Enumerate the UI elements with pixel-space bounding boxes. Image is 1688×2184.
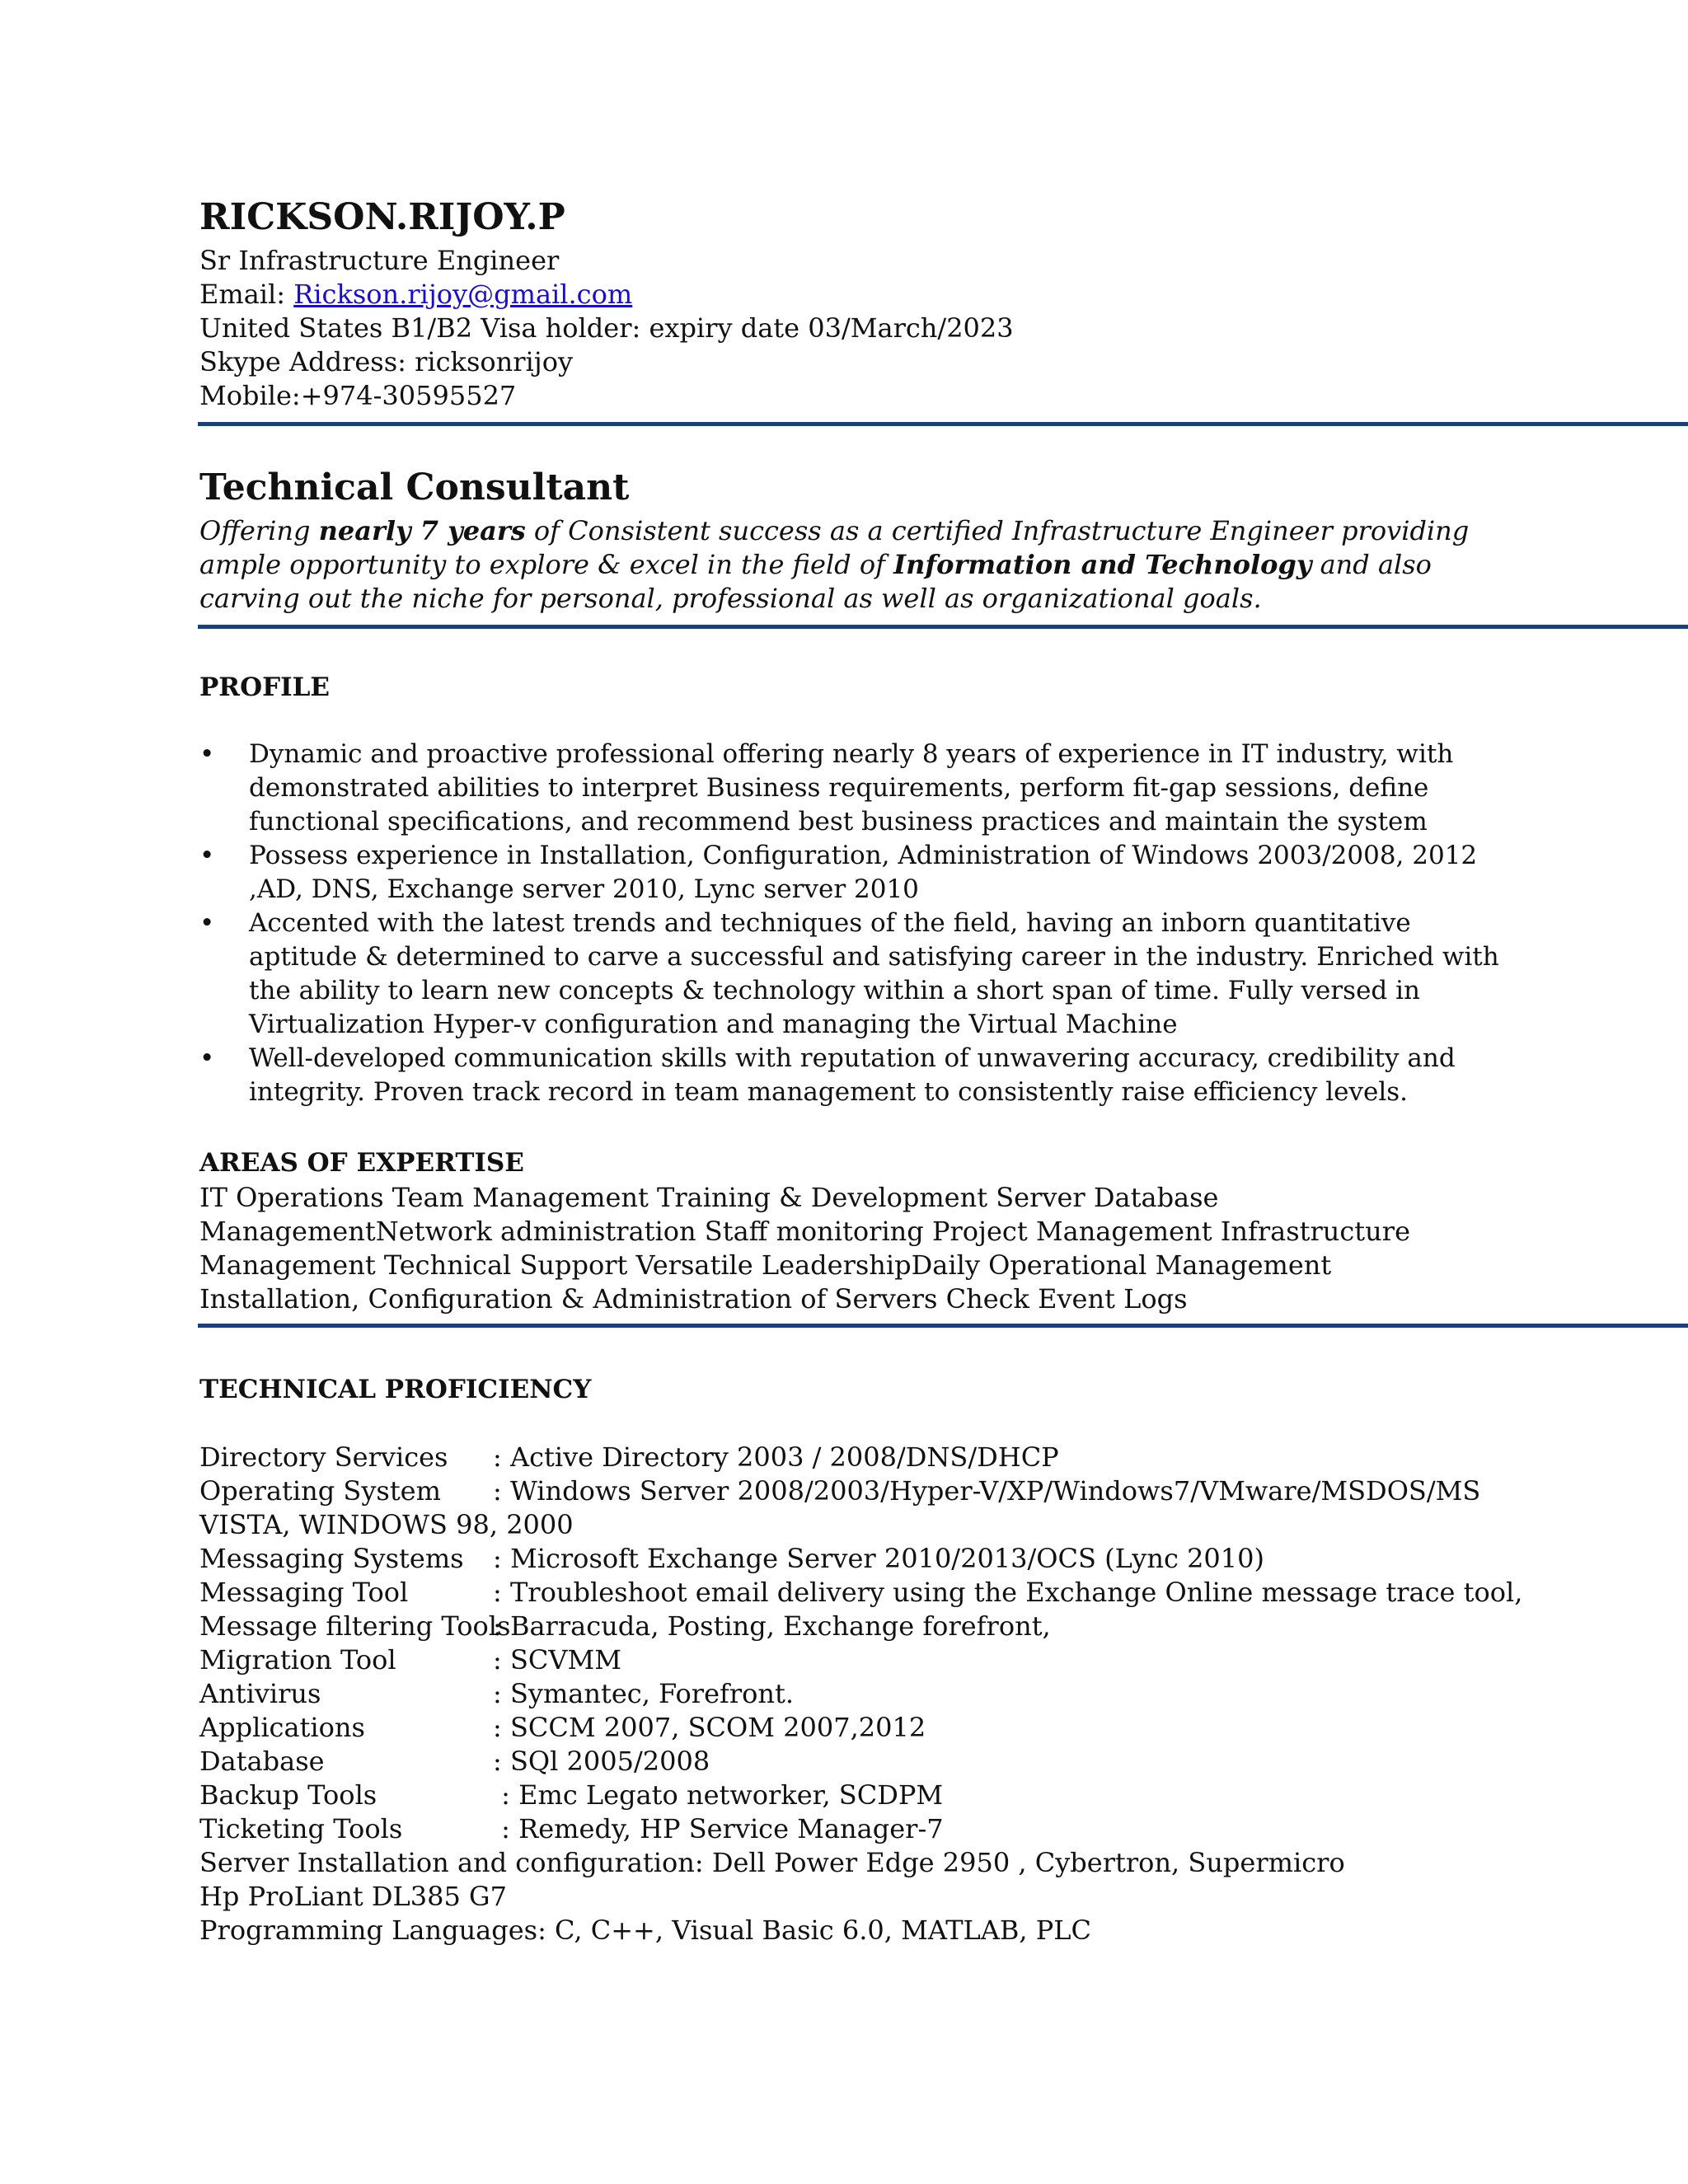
visa-line: United States B1/B2 Visa holder: expiry date 03/March/2023 [199,312,1014,344]
list-item [199,738,1518,839]
tp-value: : Windows Server 2008/2003/Hyper-V/XP/Windows7/VMware/MSDOS/MS [493,1475,1481,1507]
tp-label: Backup Tools [199,1779,377,1811]
section-divider [198,625,1688,629]
expertise-text: IT Operations Team Management Training & Development Server Database ManagementNetwork administration Staff monitoring Project Management Infrastructure Management Technical Support Versatile LeadershipDaily Operational Management Installation, Configuration & Administration of Servers Check Event Logs [199,1182,1410,1315]
tp-value: : Active Directory 2003 / 2008/DNS/DHCP [493,1441,1059,1473]
tp-label: Database [199,1746,325,1777]
expertise-heading: AREAS OF EXPERTISE [199,1148,524,1178]
summary-bold-years: nearly 7 years [318,515,526,546]
bullet-icon: • [199,908,215,938]
section-divider [198,1324,1688,1328]
profile-item-text: Dynamic and proactive professional offering nearly 8 years of experience in IT industry, with demonstrated abilities to interpret Business requirements, perform fit-gap sessions, define functional specifications, and recommend best business practices and maintain the system [249,739,1454,837]
email-label: Email: [199,279,294,310]
candidate-name: RICKSON.RIJOY.P [199,196,565,238]
tp-label: Applications [199,1712,365,1743]
tp-value: : Barracuda, Posting, Exchange forefront, [493,1610,1051,1642]
summary-text-3: and also carving out the niche for personal, professional as well as organizational goals. [199,549,1432,614]
summary-text-2: of Consistent success as a certified Infrastructure Engineer providing ample opportunity to explore & excel in the field of [199,515,1470,580]
list-item [199,839,1518,907]
table-row [199,1711,926,1745]
email-line [199,278,632,312]
tp-label: Ticketing Tools [199,1813,403,1844]
technical-heading: TECHNICAL PROFICIENCY [199,1375,592,1404]
tp-label: Messaging Systems [199,1543,464,1574]
tp-value: : SCVMM [493,1644,621,1675]
tp-value: : Emc Legato networker, SCDPM [493,1779,944,1811]
tp-label: Operating System [199,1475,441,1507]
mobile-line: Mobile:+974-30595527 [199,380,517,411]
section-divider [198,422,1688,426]
tp-label: Messaging Tool [199,1577,409,1608]
list-item [199,907,1518,1042]
server-installation-line: Server Installation and configuration: Dell Power Edge 2950 , Cybertron, Supermicro [199,1847,1345,1878]
table-row [199,1508,574,1542]
bullet-icon: • [199,1043,215,1073]
tp-value: VISTA, WINDOWS 98, 2000 [199,1509,574,1540]
email-link[interactable]: Rickson.rijoy@gmail.com [293,279,633,310]
profile-item-text: Possess experience in Installation, Configuration, Administration of Windows 2003/2008, 2012 ,AD, DNS, Exchange server 2010, Lync server 2010 [249,841,1478,904]
summary-bold-it: Information and Technology [893,549,1312,580]
skype-line: Skype Address: ricksonrijoy [199,346,574,377]
profile-item-text: Accented with the latest trends and techniques of the field, having an inborn quantitative aptitude & determined to carve a successful and satisfying career in the industry. Enriched with the ability to learn new concepts & technology within a short span of time. Fully versed in Virtualization Hyper-v configuration and managing the Virtual Machine [249,908,1499,1039]
tp-label: Directory Services [199,1441,448,1473]
tp-label: Message filtering Tools [199,1610,511,1642]
table-row [199,1677,794,1711]
list-item [199,1042,1518,1109]
summary-paragraph [199,514,1518,616]
table-row [199,1643,621,1677]
profile-list [199,738,1518,1109]
table-row [199,1441,1059,1474]
programming-languages-line: Programming Languages: C, C++, Visual Basic 6.0, MATLAB, PLC [199,1915,1092,1946]
job-title: Sr Infrastructure Engineer [199,245,560,276]
tp-value: : Symantec, Forefront. [493,1678,795,1709]
bullet-icon: • [199,739,215,769]
tp-value: : Remedy, HP Service Manager-7 [493,1813,944,1844]
tp-label: Migration Tool [199,1644,396,1675]
summary-text-1: Offering [199,515,319,546]
table-row [199,1745,710,1779]
profile-item-text: Well-developed communication skills with reputation of unwavering accuracy, credibility and integrity. Proven track record in team management to consistently raise efficiency levels. [249,1043,1456,1107]
table-row [199,1542,1264,1576]
table-row [199,1812,944,1846]
table-row [199,1610,1051,1643]
tp-value: : Troubleshoot email delivery using the Exchange Online message trace tool, [493,1577,1523,1608]
table-row [199,1474,1480,1508]
profile-heading: PROFILE [199,673,331,702]
summary-heading: Technical Consultant [199,466,630,509]
tp-value: : Microsoft Exchange Server 2010/2013/OCS (Lync 2010) [493,1543,1264,1574]
tp-label: Antivirus [199,1678,321,1709]
table-row [199,1576,1522,1610]
server-hardware-line: Hp ProLiant DL385 G7 [199,1881,507,1912]
tp-value: : SQl 2005/2008 [493,1746,710,1777]
bullet-icon: • [199,841,215,870]
table-row [199,1779,943,1812]
tp-value: : SCCM 2007, SCOM 2007,2012 [493,1712,926,1743]
